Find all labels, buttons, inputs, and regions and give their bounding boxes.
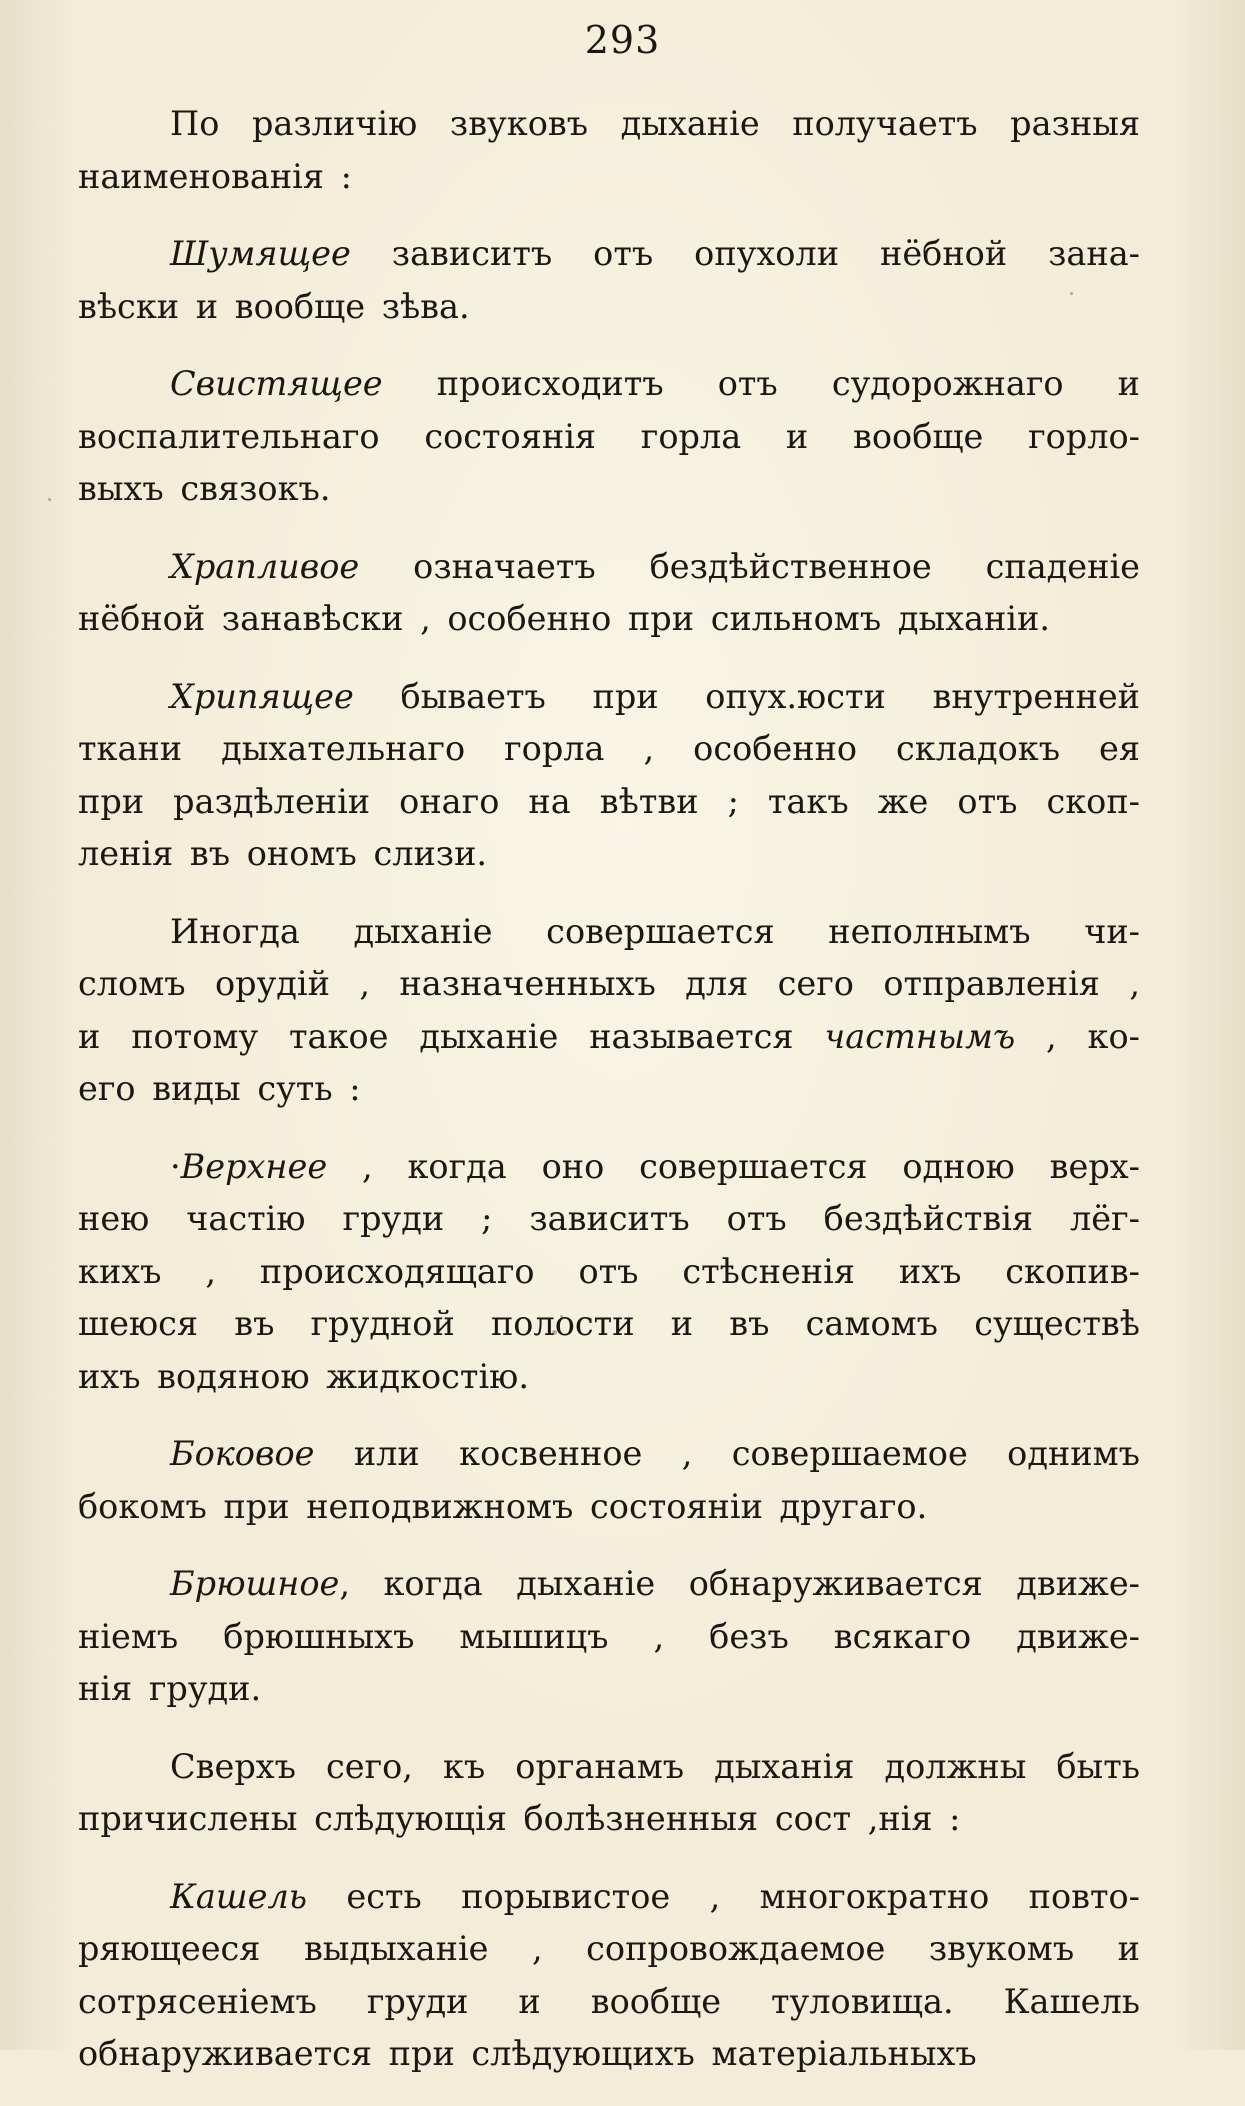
text-run: воспалительнаго состоянія горла и вообще горло- — [78, 416, 1140, 456]
text-run: причислены слѣдующія болѣзненныя сост ,нія : — [78, 1799, 961, 1838]
text-line — [78, 1298, 1140, 1351]
text-run: сотрясеніемъ груди и вообще туловища. Кашель — [78, 1981, 1140, 2021]
text-line — [78, 1558, 1140, 1611]
text-line — [78, 1428, 1140, 1481]
italic-term: Брюшное — [170, 1564, 340, 1603]
text-run: или косвенное , совершаемое однимъ — [314, 1434, 1140, 1473]
paragraph — [78, 1141, 1140, 1404]
text-line — [78, 463, 1140, 516]
text-line — [78, 1793, 1140, 1846]
text-line — [78, 906, 1140, 959]
text-run: нія груди. — [78, 1669, 262, 1708]
italic-term: Боковое — [170, 1434, 315, 1473]
text-line — [78, 593, 1140, 646]
text-run: при раздѣленіи онаго на вѣтви ; такъ же отъ скоп- — [78, 781, 1140, 821]
text-line — [78, 776, 1140, 829]
text-line — [78, 723, 1140, 776]
text-line — [78, 1063, 1140, 1116]
text-run: обнаруживается при слѣдующихъ матеріальныхъ — [78, 2034, 977, 2073]
text-run: шеюся въ грудной полости и въ самомъ существѣ — [78, 1304, 1140, 1343]
text-run: зависитъ отъ опухоли нёбной зана- — [350, 234, 1140, 273]
text-line — [78, 1611, 1140, 1664]
text-line — [78, 1193, 1140, 1246]
paragraph — [78, 671, 1140, 881]
text-line — [78, 1011, 1140, 1064]
italic-term: Верхнее — [180, 1146, 328, 1186]
text-line — [78, 828, 1140, 881]
text-line — [78, 281, 1140, 334]
text-run: сломъ орудій , назначенныхъ для сего отправленія , — [78, 964, 1140, 1003]
text-line — [78, 2028, 1140, 2081]
text-run: вѣски и вообще зѣва. — [78, 286, 470, 326]
text-run: есть порывистое , многократно повто- — [307, 1876, 1140, 1916]
text-run: происходитъ отъ судорожнаго и — [382, 364, 1140, 403]
text-run: , когда оно совершается одною верх- — [327, 1146, 1140, 1186]
text-run: означаетъ бездѣйственное спаденіе — [359, 546, 1140, 586]
text-line — [78, 671, 1140, 724]
paragraph — [78, 1741, 1140, 1846]
text-run: его виды суть : — [78, 1069, 361, 1108]
text-line — [78, 411, 1140, 464]
paragraph — [78, 98, 1140, 203]
text-line — [78, 1246, 1140, 1299]
text-line — [78, 1663, 1140, 1716]
paragraph — [78, 1871, 1140, 2081]
italic-term: Кашель — [170, 1876, 308, 1916]
text-run: · — [170, 1146, 181, 1186]
text-run: ніемъ брюшныхъ мышицъ , безъ всякаго движе- — [78, 1616, 1140, 1656]
text-run: Иногда дыханіе совершается неполнымъ чи- — [170, 911, 1140, 951]
paragraph — [78, 358, 1140, 516]
paragraph — [78, 1428, 1140, 1533]
text-run: , ко- — [1015, 1016, 1140, 1056]
text-line — [78, 151, 1140, 204]
text-run: кихъ , происходящаго отъ стѣсненія ихъ скопив- — [78, 1251, 1140, 1291]
italic-term: Свистящее — [170, 364, 383, 403]
body-text — [78, 98, 1140, 2106]
text-run: ряющееся выдыханіе , сопровождаемое звукомъ и — [78, 1929, 1140, 1968]
text-run: ткани дыхательнаго горла , особенно складокъ ея — [78, 729, 1140, 768]
paragraph — [78, 228, 1140, 333]
text-run: нею частію груди ; зависитъ отъ бездѣйствія лёг- — [78, 1199, 1140, 1238]
ink-speck — [1098, 1318, 1101, 1321]
text-run: По различію звуковъ дыханіе получаетъ разныя — [170, 104, 1140, 143]
page-number: 293 — [584, 18, 661, 62]
text-run: наименованія : — [78, 156, 352, 196]
paragraph — [78, 1558, 1140, 1716]
italic-term: Храпливое — [170, 546, 360, 586]
text-line — [78, 1871, 1140, 1924]
text-run: бываетъ при опух.юсти внутренней — [353, 676, 1140, 716]
text-line — [78, 1923, 1140, 1976]
text-run: Сверхъ сего, къ органамъ дыханія должны быть — [170, 1746, 1140, 1786]
text-run: и потому такое дыханіе называется — [78, 1016, 825, 1056]
text-line — [78, 98, 1140, 151]
ink-speck — [1070, 292, 1073, 295]
paragraph — [78, 541, 1140, 646]
ink-speck — [48, 498, 51, 501]
text-run: нёбной занавѣски , особенно при сильномъ дыханіи. — [78, 599, 1050, 638]
text-run: бокомъ при неподвижномъ состояніи другаго. — [78, 1486, 928, 1526]
text-line — [78, 1351, 1140, 1404]
text-line — [78, 1481, 1140, 1534]
text-line — [78, 541, 1140, 594]
text-run: ленія въ ономъ слизи. — [78, 834, 488, 873]
text-run: ихъ водяною жидкостію. — [78, 1356, 529, 1396]
italic-term: частнымъ — [824, 1016, 1016, 1056]
italic-term: Шумящее — [170, 234, 351, 273]
text-line — [78, 358, 1140, 411]
text-line — [78, 958, 1140, 1011]
ink-speck — [552, 1330, 557, 1335]
text-run: выхъ связокъ. — [78, 469, 331, 508]
ink-speck — [560, 1315, 563, 1318]
italic-term: Хрипящее — [170, 676, 354, 716]
paragraph — [78, 906, 1140, 1116]
text-line — [78, 228, 1140, 281]
text-line — [78, 1741, 1140, 1794]
text-line — [78, 1976, 1140, 2029]
text-run: , когда дыханіе обнаруживается движе- — [339, 1564, 1140, 1603]
text-line — [78, 1141, 1140, 1194]
